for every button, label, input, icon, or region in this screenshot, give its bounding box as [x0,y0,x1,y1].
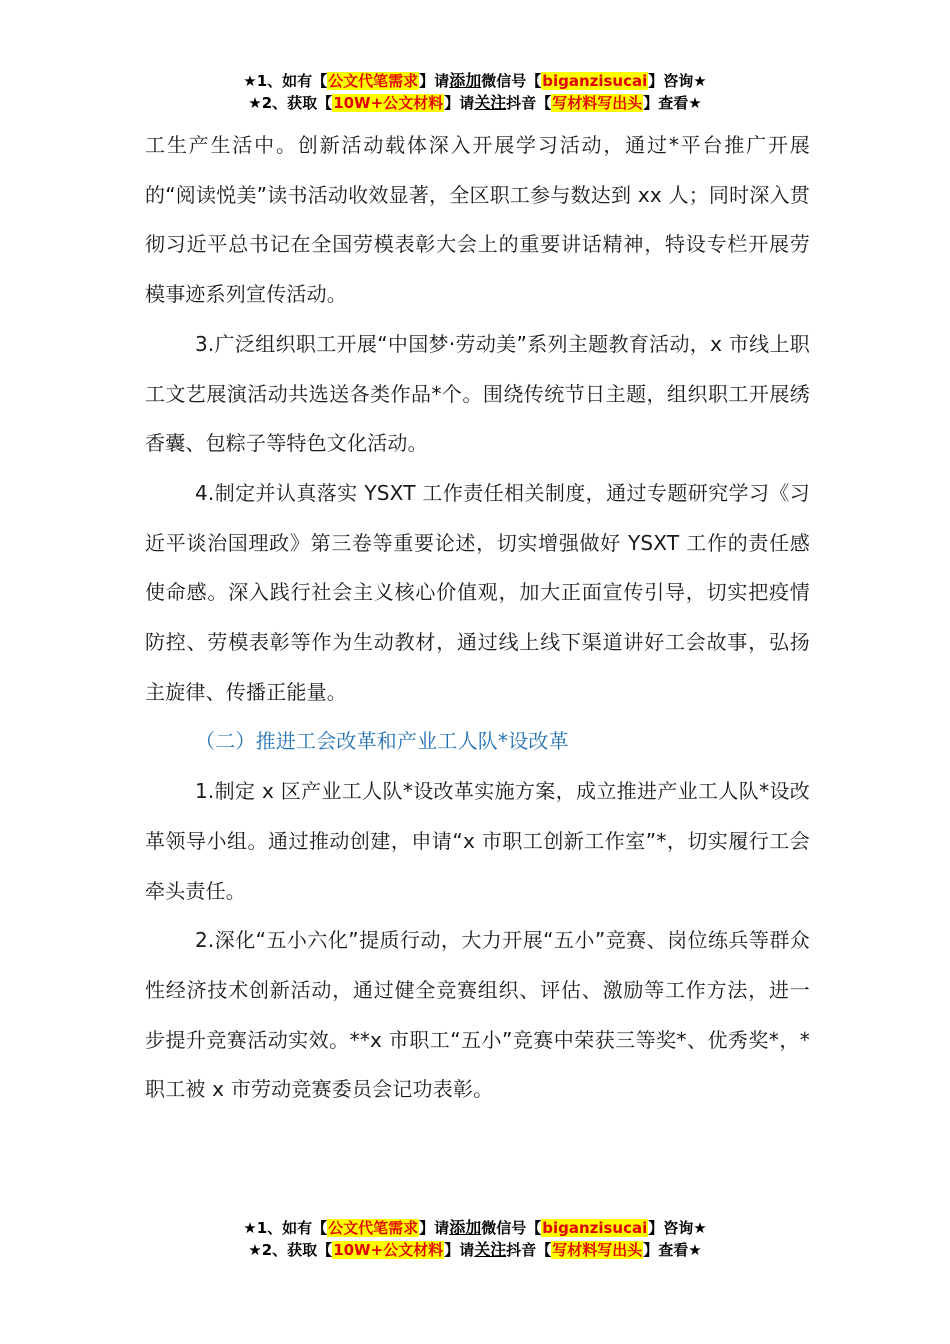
highlight-wechat-id: biganzisucai [542,72,648,90]
highlight-douyin: 写材料写出头 [552,1241,643,1259]
highlight-materials: 10W+公文材料 [333,1241,444,1259]
paragraph-continued: 工生产生活中。创新活动载体深入开展学习活动，通过*平台推广开展的“阅读悦美”读书活动收效显著，全区职工参与数达到 xx 人；同时深入贯彻习近平总书记在全国劳模表彰大会上的重要讲话精神，特设专栏开展劳模事迹系列宣传活动。 [145,133,810,307]
section-heading: （二）推进工会改革和产业工人队*设改革 [195,729,569,754]
banner-line-1: ★1、如有【公文代笔需求】请添加微信号【biganzisucai】咨询★ [243,71,707,90]
highlight-service: 公文代笔需求 [328,72,419,90]
paragraph-item-1: 1.制定 x 区产业工人队*设改革实施方案，成立推进产业工人队*设改革领导小组。通过推动创建，申请“x 市职工创新工作室”*，切实履行工会牵头责任。 [145,779,810,903]
highlight-douyin: 写材料写出头 [552,94,643,112]
document-body [145,121,810,1115]
banner-line-2: ★2、获取【10W+公文材料】请关注抖音【写材料写出头】查看★ [248,1240,702,1259]
paragraph-item-2: 2.深化“五小六化”提质行动，大力开展“五小”竞赛、岗位练兵等群众性经济技术创新活动，通过健全竞赛组织、评估、激励等工作方法，进一步提升竞赛活动实效。**x 市职工“五小”竞赛中荣获三等奖*、优秀奖*，*职工被 x 市劳动竞赛委员会记功表彰。 [145,928,810,1102]
footer-banner [0,1217,950,1261]
highlight-service: 公文代笔需求 [328,1219,419,1237]
banner-line-2: ★2、获取【10W+公文材料】请关注抖音【写材料写出头】查看★ [248,93,702,112]
highlight-wechat-id: biganzisucai [542,1219,648,1237]
banner-line-1: ★1、如有【公文代笔需求】请添加微信号【biganzisucai】咨询★ [243,1218,707,1237]
paragraph-item-4: 4.制定并认真落实 YSXT 工作责任相关制度，通过专题研究学习《习近平谈治国理政》第三卷等重要论述，切实增强做好 YSXT 工作的责任感使命感。深入践行社会主义核心价值观，加大正面宣传引导，切实把疫情防控、劳模表彰等作为生动教材，通过线上线下渠道讲好工会故事，弘扬主旋律、传播正能量。 [145,480,810,704]
header-banner [0,70,950,114]
paragraph-item-3: 3.广泛组织职工开展“中国梦·劳动美”系列主题教育活动，x 市线上职工文艺展演活动共选送各类作品*个。围绕传统节日主题，组织职工开展绣香囊、包粽子等特色文化活动。 [145,331,810,456]
highlight-materials: 10W+公文材料 [333,94,444,112]
